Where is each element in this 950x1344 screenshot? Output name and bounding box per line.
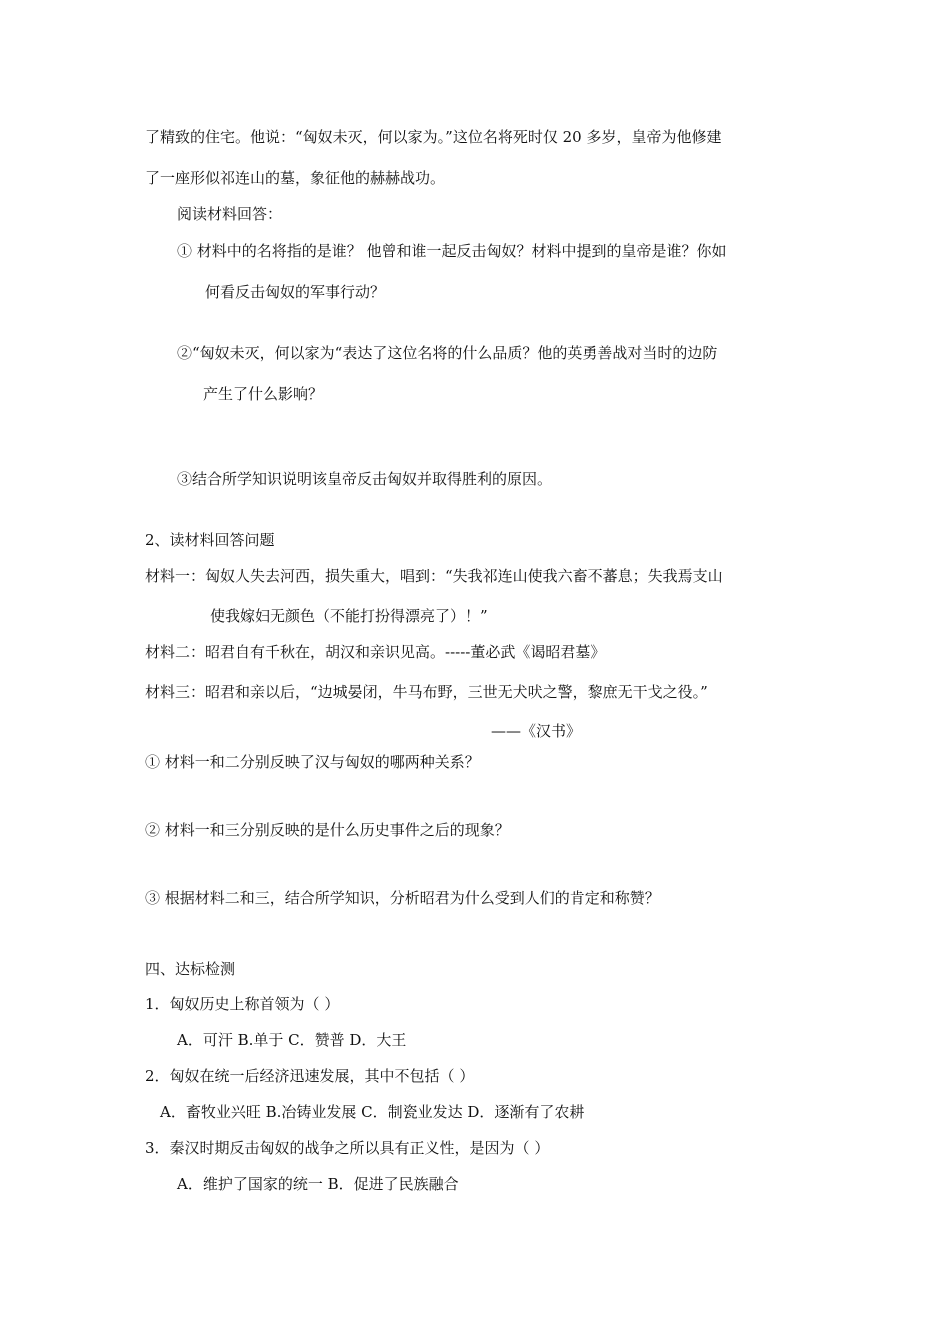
passage-line-2: 了一座形似祁连山的墓，象征他的赫赫战功。	[145, 169, 446, 187]
reading-prompt: 阅读材料回答：	[177, 205, 283, 223]
mcq-3-stem: 3．秦汉时期反击匈奴的战争之所以具有正义性，是因为（ ）	[145, 1139, 550, 1157]
mcq-1-stem: 1．匈奴历史上称首领为（ ）	[145, 995, 340, 1013]
mcq-3-options: A．维护了国家的统一 B．促进了民族融合	[177, 1175, 459, 1193]
q1-sub1-line-2: 何看反击匈奴的军事行动？	[205, 283, 386, 301]
material-1-line-1: 材料一：匈奴人失去河西，损失重大，唱到：“失我祁连山使我六畜不蕃息；失我焉支山	[145, 567, 723, 585]
q1-sub2-line-2: 产生了什么影响？	[203, 385, 324, 403]
material-1-line-2: 使我嫁妇无颜色（不能打扮得漂亮了）！”	[210, 607, 488, 625]
q1-sub2-line-1: ②“匈奴未灭，何以家为“表达了这位名将的什么品质？他的英勇善战对当时的边防	[177, 344, 718, 362]
mcq-2-options: A．畜牧业兴旺 B.冶铸业发展 C．制瓷业发达 D．逐渐有了农耕	[160, 1103, 585, 1121]
q2-sub3: ③ 根据材料二和三，结合所学知识，分析昭君为什么受到人们的肯定和称赞？	[145, 889, 660, 907]
mcq-1-options: A．可汗 B.单于 C．赞普 D．大王	[177, 1031, 407, 1049]
q1-sub3: ③结合所学知识说明该皇帝反击匈奴并取得胜利的原因。	[177, 470, 553, 488]
material-3-source: ——《汉书》	[491, 722, 582, 740]
q1-sub1-line-1: ① 材料中的名将指的是谁？ 他曾和谁一起反击匈奴？材料中提到的皇帝是谁？你如	[177, 242, 727, 260]
material-2: 材料二：昭君自有千秋在，胡汉和亲识见高。-----董必武《谒昭君墓》	[145, 643, 606, 661]
passage-line-1: 了精致的住宅。他说：“匈奴未灭，何以家为。”这位名将死时仅 20 多岁，皇帝为他修建	[145, 128, 722, 146]
mcq-2-stem: 2．匈奴在统一后经济迅速发展，其中不包括（ ）	[145, 1067, 475, 1085]
section-4-heading: 四、达标检测	[145, 960, 236, 978]
material-3: 材料三：昭君和亲以后，“边城晏闭，牛马布野，三世无犬吠之警，黎庶无干戈之役。”	[145, 683, 708, 701]
q2-heading: 2、读材料回答问题	[145, 531, 275, 549]
q2-sub1: ① 材料一和二分别反映了汉与匈奴的哪两种关系？	[145, 753, 480, 771]
q2-sub2: ② 材料一和三分别反映的是什么历史事件之后的现象？	[145, 821, 510, 839]
